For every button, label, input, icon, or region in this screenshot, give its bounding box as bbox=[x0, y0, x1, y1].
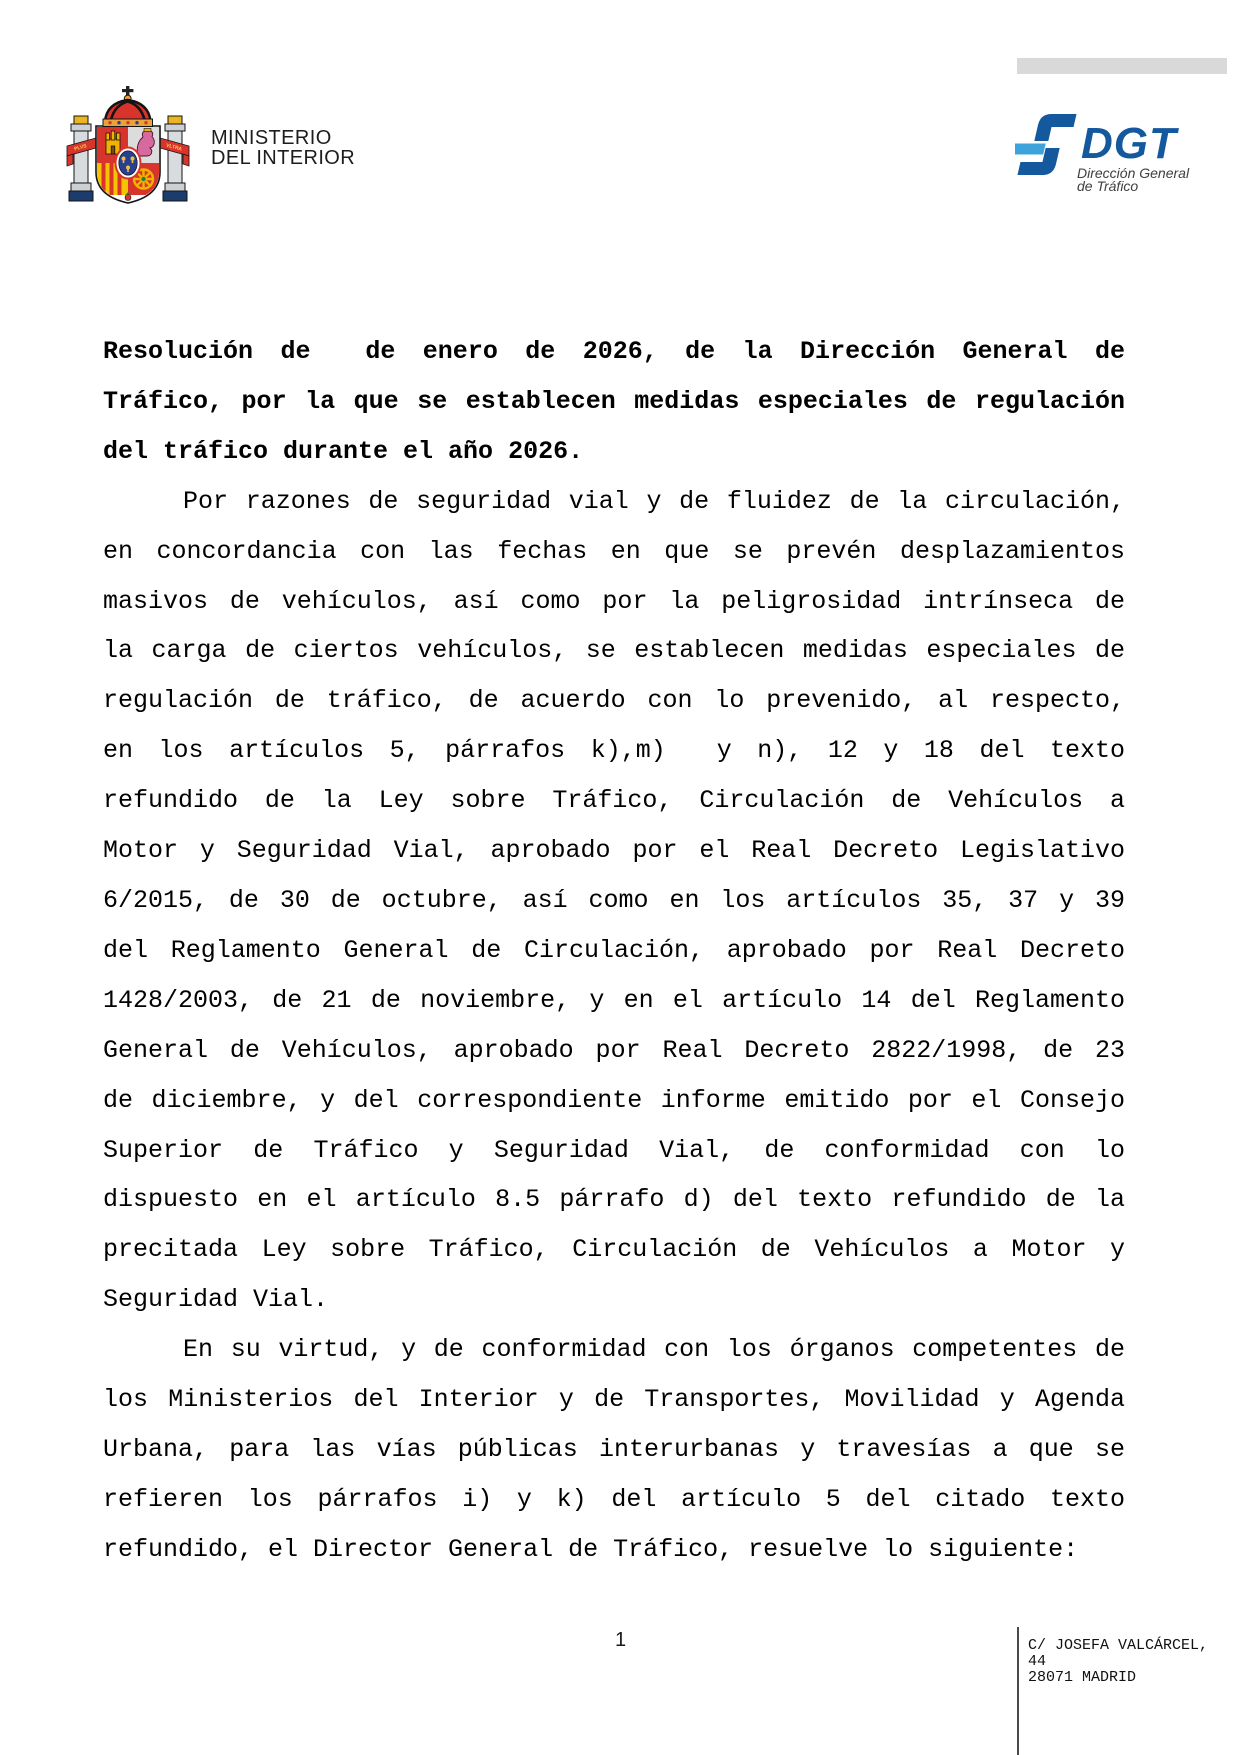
body-line: General de Vehículos, aprobado por Real Decreto 2822/1998, de 23 bbox=[103, 1035, 1125, 1065]
page-number: 1 bbox=[614, 1629, 627, 1651]
paragraph-resolution bbox=[103, 1325, 1125, 1575]
body-line: en concordancia con las fechas en que se prevén desplazamientos bbox=[103, 536, 1125, 566]
svg-text:PLVS: PLVS bbox=[73, 143, 88, 153]
royal-crown bbox=[103, 86, 153, 127]
body-line: 1428/2003, de 21 de noviembre, y en el artículo 14 del Reglamento bbox=[103, 985, 1125, 1015]
resolution-body bbox=[103, 327, 1125, 1575]
body-line: 6/2015, de 30 de octubre, así como en los artículos 35, 37 y 39 bbox=[103, 885, 1125, 915]
ministry-name-line1: MINISTERIO bbox=[211, 127, 332, 149]
title-line: Tráfico, por la que se establecen medidas especiales de regulación bbox=[103, 386, 1125, 416]
body-line: refundido, el Director General de Tráfico, resuelve lo siguiente: bbox=[103, 1534, 1079, 1564]
shield bbox=[96, 126, 160, 203]
body-line: En su virtud, y de conformidad con los órganos competentes de bbox=[183, 1335, 1125, 1365]
body-line: regulación de tráfico, de acuerdo con lo prevenido, al respecto, bbox=[103, 686, 1125, 716]
body-line: Seguridad Vial. bbox=[103, 1285, 329, 1315]
footer-address-line1: C/ JOSEFA VALCÁRCEL, bbox=[1028, 1637, 1209, 1654]
ministry-logo bbox=[66, 86, 190, 219]
body-line: Superior de Tráfico y Seguridad Vial, de conformidad con lo bbox=[103, 1135, 1125, 1165]
dgt-logo bbox=[1015, 111, 1079, 182]
body-line: Por razones de seguridad vial y de fluidez de la circulación, bbox=[183, 486, 1125, 516]
body-line: Urbana, para las vías públicas interurbanas y travesías a que se bbox=[103, 1434, 1125, 1464]
resolution-title bbox=[103, 327, 1125, 477]
body-line: en los artículos 5, párrafos k),m) y n), 12 y 18 del texto bbox=[103, 736, 1125, 766]
body-line: refieren los párrafos i) y k) del artículo 5 del citado texto bbox=[103, 1484, 1125, 1514]
body-line: de diciembre, y del correspondiente informe emitido por el Consejo bbox=[103, 1085, 1125, 1115]
body-line: dispuesto en el artículo 8.5 párrafo d) del texto refundido de la bbox=[103, 1185, 1125, 1215]
svg-text:VLTRA: VLTRA bbox=[165, 142, 183, 153]
body-line: del Reglamento General de Circulación, aprobado por Real Decreto bbox=[103, 935, 1125, 965]
body-line: masivos de vehículos, así como por la peligrosidad intrínseca de bbox=[103, 586, 1125, 616]
title-line: Resolución de de enero de 2026, de la Dirección General de bbox=[103, 337, 1125, 366]
dgt-tagline bbox=[1077, 167, 1189, 193]
ministry-name-line2: DEL INTERIOR bbox=[211, 147, 356, 169]
paragraph-legal-basis bbox=[103, 477, 1125, 1325]
footer-address bbox=[1028, 1638, 1208, 1686]
footer-address-line2: 44 bbox=[1028, 1653, 1047, 1670]
dgt-tagline-line2: de Tráfico bbox=[1077, 178, 1139, 194]
spain-coat-of-arms-icon bbox=[66, 86, 190, 214]
body-line: refundido de la Ley sobre Tráfico, Circulación de Vehículos a bbox=[103, 786, 1125, 816]
dgt-tagline-line1: Dirección General bbox=[1077, 165, 1190, 181]
body-line: la carga de ciertos vehículos, se establecen medidas especiales de bbox=[103, 636, 1125, 666]
footer-address-line3: 28071 MADRID bbox=[1028, 1669, 1137, 1686]
body-line: Motor y Seguridad Vial, aprobado por el Real Decreto Legislativo bbox=[103, 836, 1125, 866]
title-line: del tráfico durante el año 2026. bbox=[103, 436, 584, 466]
top-right-gray-bar bbox=[1017, 58, 1227, 74]
footer-divider-line bbox=[1017, 1627, 1019, 1755]
dgt-wordmark: DGT bbox=[1081, 119, 1177, 168]
body-line: los Ministerios del Interior y de Transportes, Movilidad y Agenda bbox=[103, 1385, 1125, 1415]
body-line: precitada Ley sobre Tráfico, Circulación de Vehículos a Motor y bbox=[103, 1235, 1125, 1265]
dgt-road-ribbon-icon bbox=[1015, 111, 1079, 177]
ministry-name bbox=[211, 128, 355, 168]
